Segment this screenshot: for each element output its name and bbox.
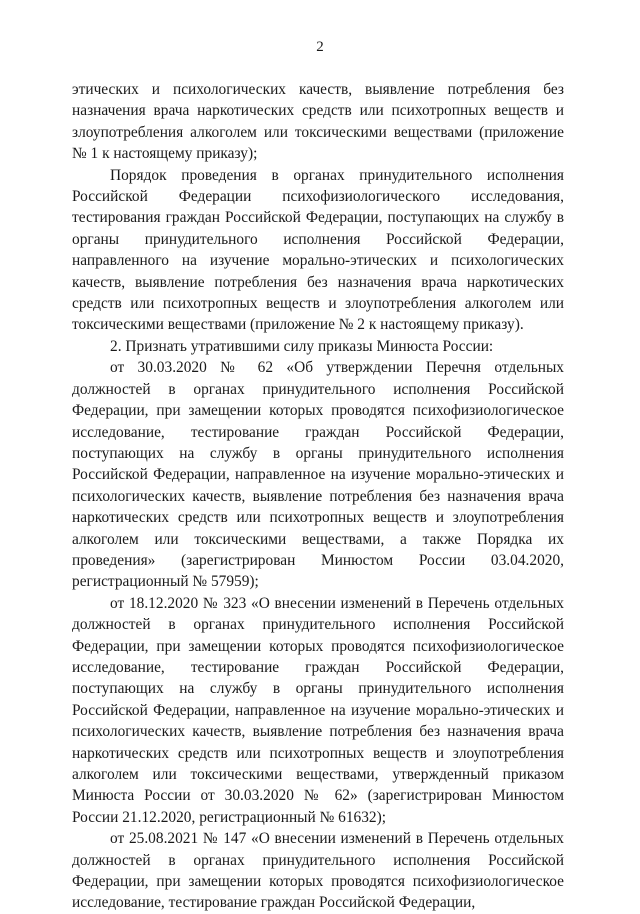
paragraph-order-62: от 30.03.2020 № 62 «Об утверждении Перечня отдельных должностей в органах принудительного исполнения Российской Федерации, при замещении которых проводятся психофизиологическое исследование, тестирование граждан Российской Федерации, поступающих на службу в органы принудительного исполнения Российской Федерации, направленное на изучение морально-этических и психологических качеств, выявление потребления без назначения врача наркотических средств или психотропных веществ и злоупотребления алкоголем или токсическими веществами, а также Порядка их проведения» (зарегистрирован Минюстом России 03.04.2020, регистрационный № 57959); — [72, 359, 564, 591]
paragraph-order-147: от 25.08.2021 № 147 «О внесении изменений в Перечень отдельных должностей в органах принудительного исполнения Российской Федерации, при замещении которых проводятся психофизиологическое исследование, тестирование граждан Российской Федерации, — [72, 830, 564, 912]
document-body — [72, 79, 564, 914]
paragraph-continuation: этических и психологических качеств, выявление потребления без назначения врача наркотических средств или психотропных веществ и злоупотребления алкоголем или токсическими веществами (приложение № 1 к настоящему приказу); — [72, 81, 564, 163]
page-number: 2 — [316, 39, 324, 55]
paragraph-order-323: от 18.12.2020 № 323 «О внесении изменений в Перечень отдельных должностей в органах принудительного исполнения Российской Федерации, при замещении которых проводятся психофизиологическое исследование, тестирование граждан Российской Федерации, поступающих на службу в органы принудительного исполнения Российской Федерации, направленное на изучение морально-этических и психологических качеств, выявление потребления без назначения врача наркотических средств или психотропных веществ и злоупотребления алкоголем или токсическими веществами, утвержденный приказом Минюста России от 30.03.2020 № 62» (зарегистрирован Минюстом России 21.12.2020, регистрационный № 61632); — [72, 594, 564, 826]
paragraph-procedure: Порядок проведения в органах принудительного исполнения Российской Федерации психофизиологического исследования, тестирования граждан Российской Федерации, поступающих на службу в органы принудительного исполнения Российской Федерации, направленного на изучение морально-этических и психологических качеств, выявление потребления без назначения врача наркотических средств или психотропных веществ и злоупотребления алкоголем или токсическими веществами (приложение № 2 к настоящему приказу). — [72, 166, 564, 334]
paragraph-item-2: 2. Признать утратившими силу приказы Минюста России: — [110, 337, 494, 355]
